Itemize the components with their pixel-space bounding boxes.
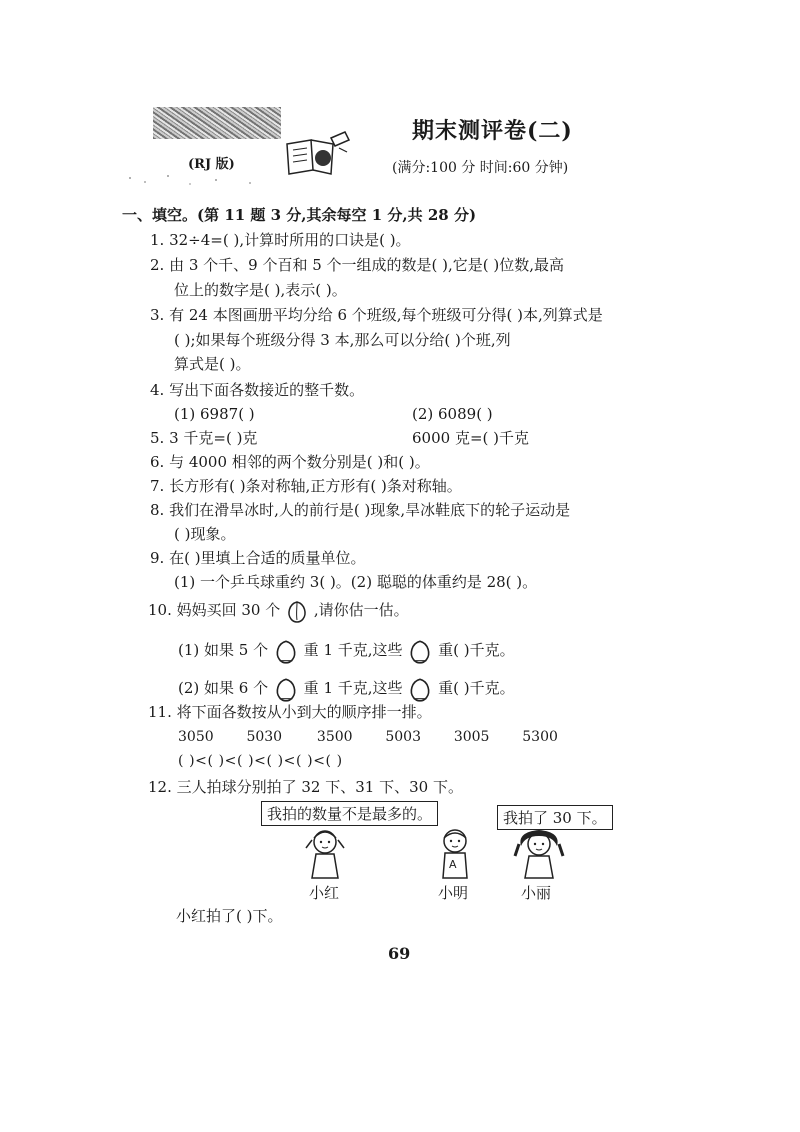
peach-icon [407,637,433,665]
question-4-part-2: (2) 6089( ) [412,405,493,423]
exam-meta: (满分:100 分 时间:60 分钟) [392,160,569,176]
child-figure-icon [432,826,478,881]
number-item: 5300 [522,729,558,745]
question-8-line-2: ( )现象。 [174,525,236,543]
child-figure-icon [513,826,565,881]
question-7: 7. 长方形有( )条对称轴,正方形有( )条对称轴。 [150,477,462,495]
question-10-sub-1-a: (1) 如果 5 个 [178,641,269,659]
question-10-sub-1-c: 重( )千克。 [438,641,515,659]
question-10-text-after: ,请你估一估。 [313,601,409,619]
book-illustration-icon [283,130,353,180]
question-10-sub-2-b: 重 1 千克,这些 [303,679,403,697]
header-texture-banner [153,107,281,139]
question-5-part-1: 5. 3 千克=( )克 [150,429,258,447]
edition-label: (RJ 版) [188,157,235,172]
question-3-line-3: 算式是( )。 [174,355,251,373]
peach-icon [285,598,309,624]
number-list [178,727,582,747]
question-10-text-before: 10. 妈妈买回 30 个 [148,601,281,619]
number-item: 5003 [385,729,421,745]
name-xiaohong: 小红 [309,884,340,902]
section-heading: 一、填空。(第 11 题 3 分,其余每空 1 分,共 28 分) [122,206,477,224]
speech-bubble-xiaoli: 我拍了 30 下。 [497,805,613,830]
page-title: 期末测评卷(二) [412,118,573,144]
question-10-sub-2 [178,675,515,703]
peach-icon [407,675,433,703]
question-10-sub-1 [178,637,515,665]
question-1: 1. 32÷4=( ),计算时所用的口诀是( )。 [150,231,411,249]
speech-bubble-xiaohong: 我拍的数量不是最多的。 [261,801,438,826]
svg-text:A: A [449,858,457,871]
question-4-part-1: (1) 6987( ) [174,405,255,423]
question-11: 11. 将下面各数按从小到大的顺序排一排。 [148,703,432,721]
child-figure-icon [300,826,350,881]
number-item: 3005 [453,729,490,745]
question-8-line-1: 8. 我们在滑旱冰时,人的前行是( )现象,旱冰鞋底下的轮子运动是 [150,501,571,519]
decorative-dots [120,170,280,190]
peach-icon [273,675,299,703]
order-blanks: ( )<( )<( )<( )<( )<( ) [178,753,343,769]
question-9: 9. 在( )里填上合适的质量单位。 [150,549,366,567]
name-xiaoli: 小丽 [521,884,552,902]
question-12-answer: 小红拍了( )下。 [176,907,283,925]
number-item: 3050 [178,729,214,745]
question-9-sub: (1) 一个乒乓球重约 3( )。(2) 聪聪的体重约是 28( )。 [174,573,538,591]
question-10 [148,598,409,624]
peach-icon [273,637,299,665]
question-2-line-1: 2. 由 3 个千、9 个百和 5 个一组成的数是( ),它是( )位数,最高 [150,256,565,274]
question-4: 4. 写出下面各数接近的整千数。 [150,381,365,399]
question-2-line-2: 位上的数字是( ),表示( )。 [174,281,347,299]
question-10-sub-2-c: 重( )千克。 [438,679,515,697]
question-10-sub-1-b: 重 1 千克,这些 [303,641,403,659]
question-3-line-1: 3. 有 24 本图画册平均分给 6 个班级,每个班级可分得( )本,列算式是 [150,306,603,324]
number-item: 3500 [316,729,353,745]
question-10-sub-2-a: (2) 如果 6 个 [178,679,269,697]
question-5-part-2: 6000 克=( )千克 [412,429,529,447]
question-3-line-2: ( );如果每个班级分得 3 本,那么可以分给( )个班,列 [174,331,511,349]
page-number: 69 [388,944,411,963]
question-12: 12. 三人拍球分别拍了 32 下、31 下、30 下。 [148,778,463,796]
question-6: 6. 与 4000 相邻的两个数分别是( )和( )。 [150,453,430,471]
number-item: 5030 [246,729,283,745]
name-xiaoming: 小明 [438,884,469,902]
